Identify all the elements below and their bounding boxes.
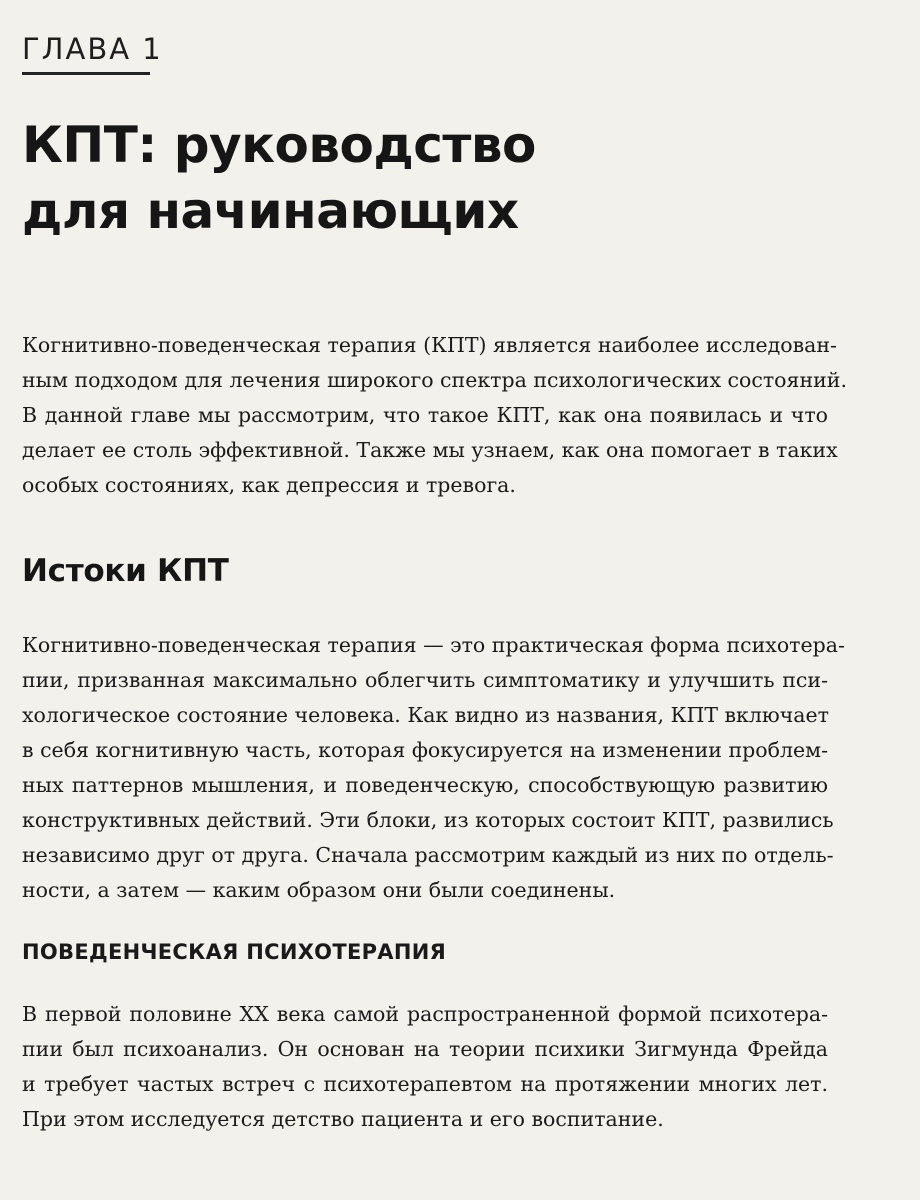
text-line: В первой половине XX века самой распространенной формой психотера-	[22, 1002, 828, 1026]
text-line: хологическое состояние человека. Как видно из названия, КПТ включает	[22, 703, 829, 727]
text-line: независимо друг от друга. Сначала рассмотрим каждый из них по отдель-	[22, 843, 834, 867]
text-line: и требует частых встреч с психотерапевтом на протяжении многих лет.	[22, 1072, 828, 1096]
text-line: ным подходом для лечения широкого спектра психологических состояний.	[22, 368, 847, 392]
chapter-underline	[22, 72, 150, 75]
text-line: делает ее столь эффективной. Также мы узнаем, как она помогает в таких	[22, 438, 838, 462]
origins-paragraph	[22, 628, 845, 908]
section-title-origins: Истоки КПТ	[22, 553, 229, 589]
chapter-label: ГЛАВА 1	[22, 32, 163, 66]
text-line: Когнитивно-поведенческая терапия — это практическая форма психотера-	[22, 633, 845, 657]
text-line: ных паттернов мышления, и поведенческую, способствующую развитию	[22, 773, 828, 797]
subsection-title-behavioral: ПОВЕДЕНЧЕСКАЯ ПСИХОТЕРАПИЯ	[22, 940, 447, 964]
chapter-title-line: КПТ: руководство	[22, 116, 536, 174]
text-line: пии, призванная максимально облегчить симптоматику и улучшить пси-	[22, 668, 828, 692]
text-line: Когнитивно-поведенческая терапия (КПТ) является наиболее исследован-	[22, 333, 837, 357]
text-line: В данной главе мы рассмотрим, что такое КПТ, как она появилась и что	[22, 403, 828, 427]
intro-paragraph	[22, 328, 847, 503]
behavioral-paragraph	[22, 997, 828, 1137]
text-line: особых состояниях, как депрессия и тревога.	[22, 473, 516, 497]
text-line: конструктивных действий. Эти блоки, из которых состоит КПТ, развились	[22, 808, 834, 832]
chapter-title-line: для начинающих	[22, 182, 519, 240]
text-line: в себя когнитивную часть, которая фокусируется на изменении проблем-	[22, 738, 828, 762]
text-line: При этом исследуется детство пациента и его воспитание.	[22, 1107, 664, 1131]
text-line: ности, а затем — каким образом они были соединены.	[22, 878, 616, 902]
chapter-title	[22, 112, 582, 244]
text-line: пии был психоанализ. Он основан на теории психики Зигмунда Фрейда	[22, 1037, 828, 1061]
